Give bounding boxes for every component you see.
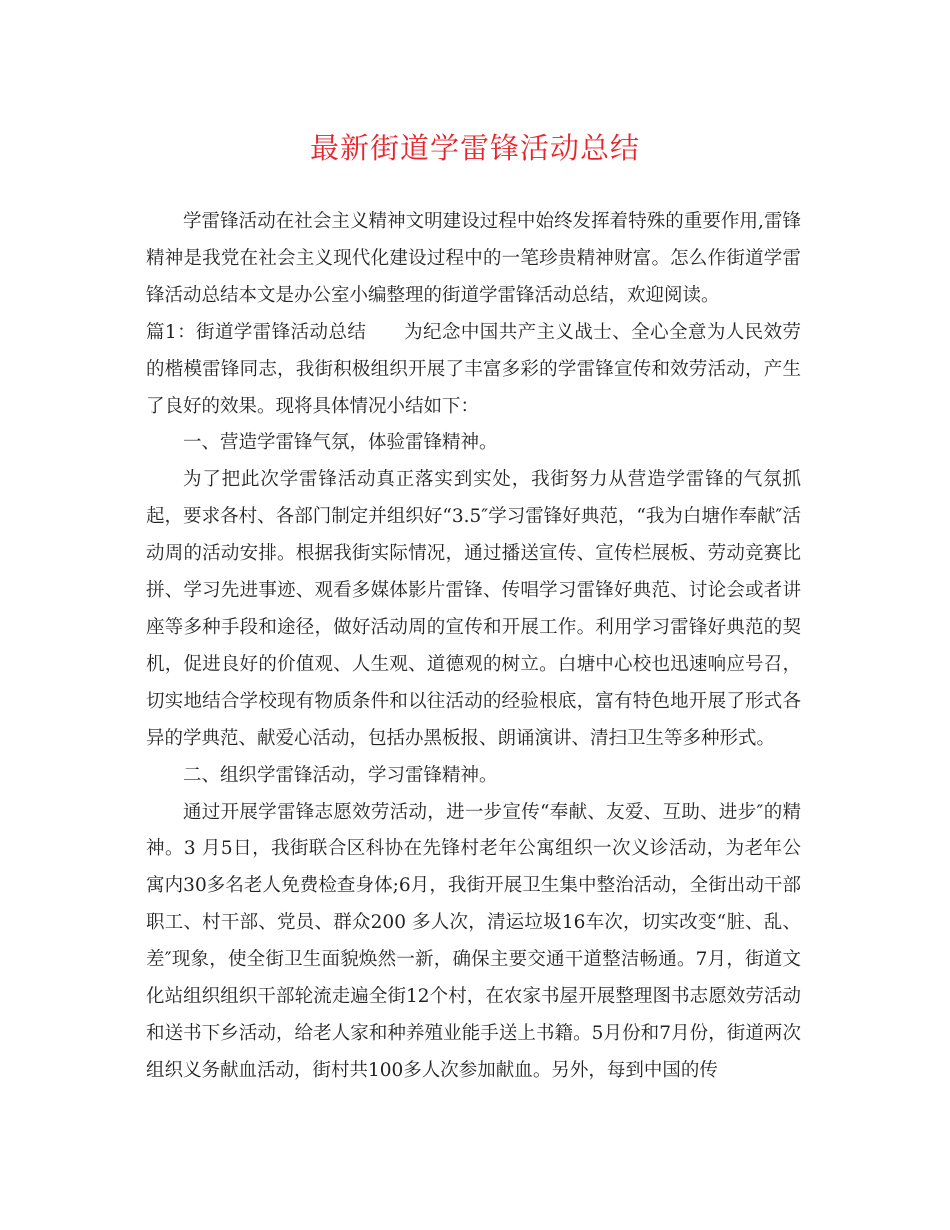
paragraph-part1: 篇1：街道学雷锋活动总结 为纪念中国共产主义战士、全心全意为人民效劳的楷模雷锋同志，我街积极组织开展了丰富多彩的学雷锋宣传和效劳活动，产生了良好的效果。现将具体情况小结如下： bbox=[146, 321, 801, 417]
section-heading-2: 二、组织学雷锋活动，学习雷锋精神。 bbox=[183, 764, 498, 786]
section-heading-1: 一、营造学雷锋气氛，体验雷锋精神。 bbox=[183, 432, 498, 454]
paragraph-section2: 通过开展学雷锋志愿效劳活动，进一步宣传“奉献、友爱、互助、进步″的精神。3 月5日，我街联合区科协在先锋村老年公寓组织一次义诊活动，为老年公寓内30多名老人免费检查身体;6月，我街开展卫生集中整治活动，全街出动干部职工、村干部、党员、群众200 多人次，清运垃圾16车次，切实改变“脏、乱、差″现象，使全街卫生面貌焕然一新，确保主要交通干道整洁畅通。7月，街道文化站组织组织干部轮流走遍全街12个村，在农家书屋开展整理图书志愿效劳活动和送书下乡活动，给老人家和种养殖业能手送上书籍。5月份和7月份，街道两次组织义务献血活动，街村共100多人次参加献血。另外，每到中国的传 bbox=[146, 801, 801, 1081]
paragraph-intro: 学雷锋活动在社会主义精神文明建设过程中始终发挥着特殊的重要作用,雷锋精神是我党在社会主义现代化建设过程中的一笔珍贵精神财富。怎么作街道学雷锋活动总结本文是办公室小编整理的街道学雷锋活动总结，欢迎阅读。 bbox=[146, 211, 801, 306]
document-title: 最新街道学雷锋活动总结 bbox=[309, 131, 640, 165]
document-body bbox=[146, 204, 801, 1090]
paragraph-section1: 为了把此次学雷锋活动真正落实到实处，我街努力从营造学雷锋的气氛抓起，要求各村、各部门制定并组织好“3.5″学习雷锋好典范，“我为白塘作奉献″活动周的活动安排。根据我街实际情况，通过播送宣传、宣传栏展板、劳动竞赛比拼、学习先进事迹、观看多媒体影片雷锋、传唱学习雷锋好典范、讨论会或者讲座等多种手段和途径，做好活动周的宣传和开展工作。利用学习雷锋好典范的契机，促进良好的价值观、人生观、道德观的树立。白塘中心校也迅速响应号召，切实地结合学校现有物质条件和以往活动的经验根底，富有特色地开展了形式各异的学典范、献爱心活动，包括办黑板报、朗诵演讲、清扫卫生等多种形式。 bbox=[146, 469, 801, 749]
